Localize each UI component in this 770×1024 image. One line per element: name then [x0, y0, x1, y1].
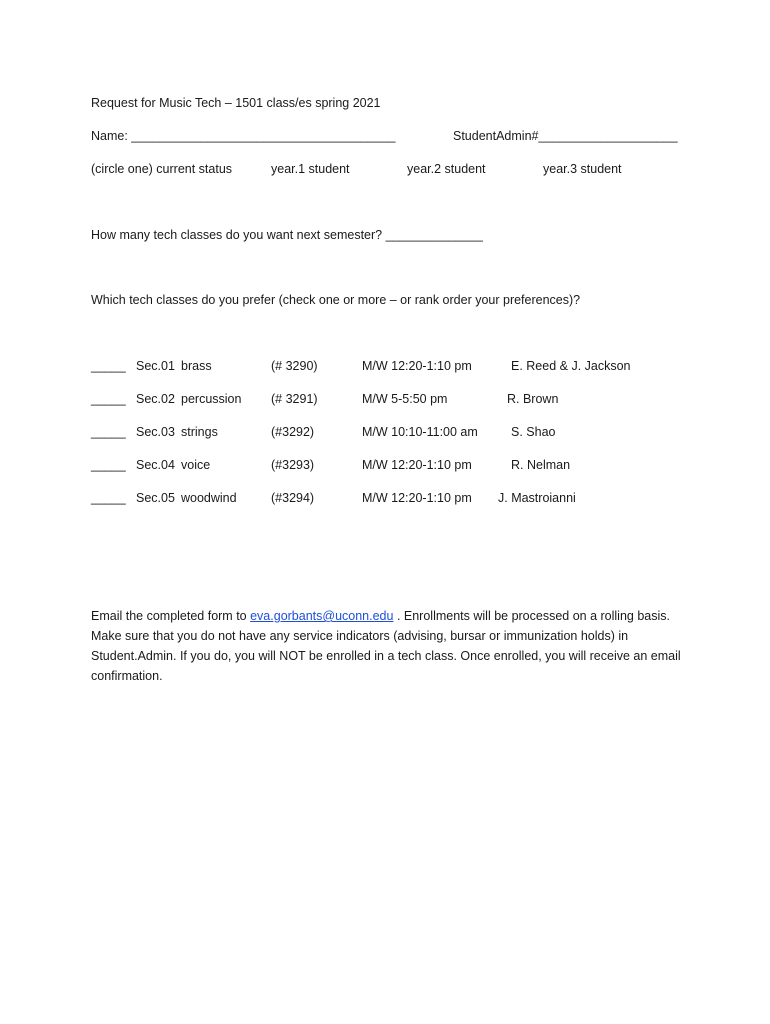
- class-instructor: R. Brown: [507, 392, 559, 406]
- class-check-blank[interactable]: _____: [91, 359, 126, 373]
- name-blank[interactable]: ______________________________________: [131, 129, 396, 143]
- class-section: Sec.02: [136, 392, 175, 406]
- class-instrument: percussion: [181, 392, 242, 406]
- status-label: (circle one) current status: [91, 162, 233, 176]
- class-number: (#3293): [271, 458, 315, 472]
- class-instrument: woodwind: [181, 491, 237, 505]
- class-check-blank[interactable]: _____: [91, 392, 126, 406]
- class-instructor: R. Nelman: [511, 458, 571, 472]
- class-time: M/W 5-5:50 pm: [362, 392, 448, 406]
- form-title: Request for Music Tech – 1501 class/es spring 2021: [91, 96, 381, 110]
- class-instrument: strings: [181, 425, 218, 439]
- email-link[interactable]: eva.gorbants@uconn.edu: [250, 609, 394, 623]
- status-option-year1[interactable]: year.1 student: [271, 162, 350, 176]
- studentadmin-label: StudentAdmin#: [453, 129, 539, 143]
- instructions-suffix: . Enrollments will be processed on a rolling basis. Make sure that you do not have any service indicators (advising, bursar or immunization holds) in Student.Admin. If you do, you will NOT be enrolled in a tech class. Once enrolled, you will receive an email confirmation.: [91, 609, 681, 683]
- studentadmin-blank[interactable]: ____________________: [538, 129, 678, 143]
- name-label: Name:: [91, 129, 132, 143]
- class-check-blank[interactable]: _____: [91, 491, 126, 505]
- class-time: M/W 10:10-11:00 am: [362, 425, 478, 439]
- class-instructor: S. Shao: [511, 425, 556, 439]
- status-option-year3[interactable]: year.3 student: [543, 162, 622, 176]
- how-many-question: How many tech classes do you want next semester?: [91, 228, 386, 242]
- class-time: M/W 12:20-1:10 pm: [362, 458, 472, 472]
- class-number: (#3292): [271, 425, 315, 439]
- class-number: (# 3291): [271, 392, 318, 406]
- status-option-year2[interactable]: year.2 student: [407, 162, 486, 176]
- class-section: Sec.01: [136, 359, 175, 373]
- class-instrument: brass: [181, 359, 212, 373]
- class-time: M/W 12:20-1:10 pm: [362, 491, 472, 505]
- instructions-prefix: Email the completed form to: [91, 609, 251, 623]
- how-many-row: [91, 227, 483, 243]
- class-instructor: J. Mastroianni: [498, 491, 576, 505]
- class-section: Sec.05: [136, 491, 175, 505]
- class-check-blank[interactable]: _____: [91, 425, 126, 439]
- class-number: (# 3290): [271, 359, 318, 373]
- which-question: Which tech classes do you prefer (check one or more – or rank order your preferences)?: [91, 293, 581, 307]
- class-section: Sec.03: [136, 425, 175, 439]
- name-field-row: [91, 128, 395, 144]
- how-many-blank[interactable]: ______________: [385, 228, 483, 242]
- class-number: (#3294): [271, 491, 315, 505]
- instructions-paragraph: [91, 606, 691, 686]
- studentadmin-field-row: [453, 128, 678, 144]
- class-instructor: E. Reed & J. Jackson: [511, 359, 631, 373]
- class-section: Sec.04: [136, 458, 175, 472]
- class-time: M/W 12:20-1:10 pm: [362, 359, 472, 373]
- class-instrument: voice: [181, 458, 211, 472]
- class-check-blank[interactable]: _____: [91, 458, 126, 472]
